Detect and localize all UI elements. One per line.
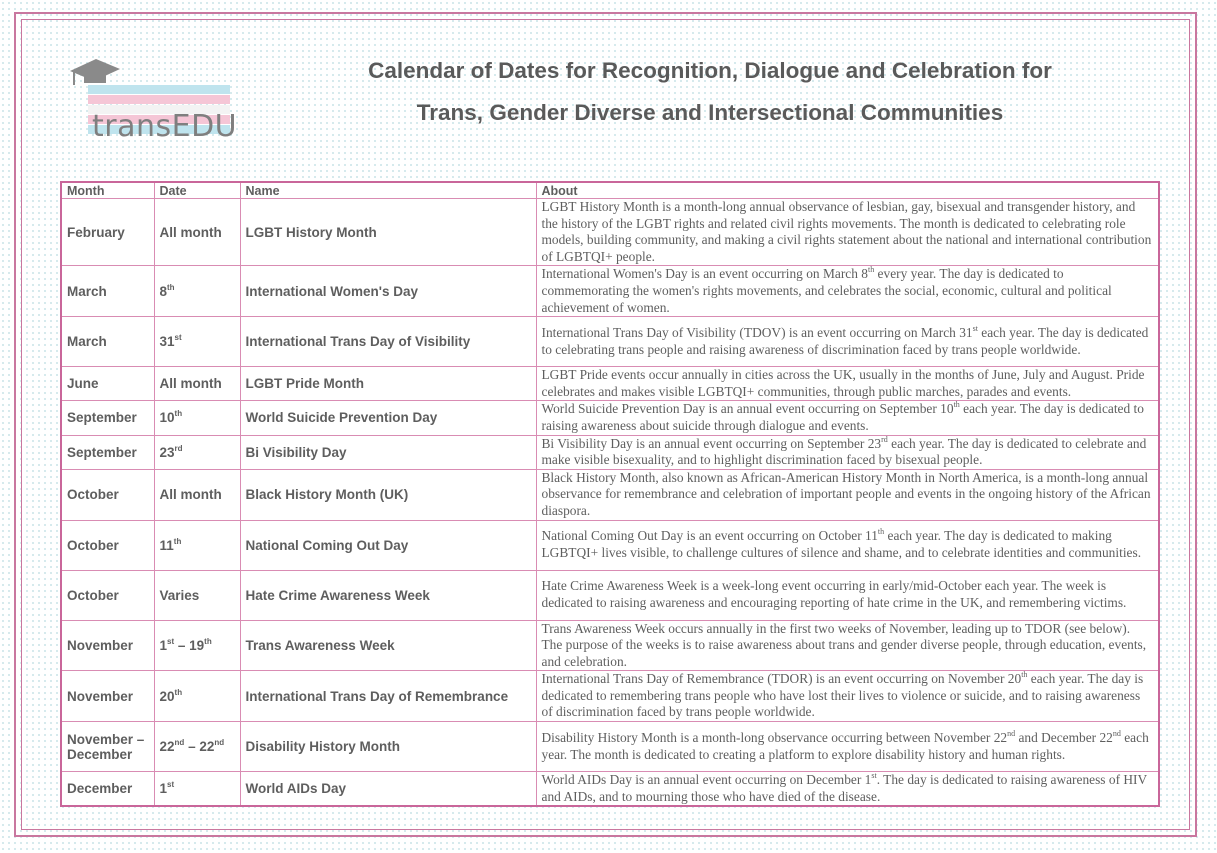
cell-date: Varies xyxy=(154,570,240,620)
cell-date: 1st – 19th xyxy=(154,620,240,671)
cell-about: LGBT Pride events occur annually in cities across the UK, usually in the months of June, July and August. Pride celebrates and makes visible LGBTQI+ communities, through public marches, parades and events. xyxy=(536,367,1159,401)
table-row xyxy=(61,435,1159,469)
cell-date: 31st xyxy=(154,317,240,367)
cell-date: All month xyxy=(154,367,240,401)
cell-month: February xyxy=(61,199,154,266)
page-title xyxy=(300,50,1120,134)
cell-name: Bi Visibility Day xyxy=(240,435,536,469)
table-row xyxy=(61,469,1159,520)
cell-month: June xyxy=(61,367,154,401)
table-row xyxy=(61,401,1159,435)
header-date: Date xyxy=(154,182,240,199)
cell-about: International Trans Day of Remembrance (TDOR) is an event occurring on November 20th each year. The day is dedicated to remembering trans people who have lost their lives to violence or suicide, and to raising awareness of discrimination faced by trans people worldwide. xyxy=(536,671,1159,722)
table-row xyxy=(61,722,1159,772)
header-name: Name xyxy=(240,182,536,199)
title-line-1: Calendar of Dates for Recognition, Dialogue and Celebration for xyxy=(368,58,1052,83)
cell-about: International Women's Day is an event occurring on March 8th every year. The day is dedicated to commemorating the women's rights movements, and celebrates the social, economic, cultural and political achievement of women. xyxy=(536,266,1159,317)
cell-about: Bi Visibility Day is an annual event occurring on September 23rd each year. The day is dedicated to celebrate and make visible bisexuality, and to highlight discrimination faced by bisexual people. xyxy=(536,435,1159,469)
table-row xyxy=(61,520,1159,570)
cell-date: 23rd xyxy=(154,435,240,469)
table-body xyxy=(61,199,1159,807)
cell-about: World AIDs Day is an annual event occurring on December 1st. The day is dedicated to raising awareness of HIV and AIDs, and to mourning those who have died of the disease. xyxy=(536,772,1159,807)
cell-about: Trans Awareness Week occurs annually in the first two weeks of November, leading up to TDOR (see below). The purpose of the weeks is to raise awareness about trans and gender diverse people, through education, events, and celebration. xyxy=(536,620,1159,671)
table-row xyxy=(61,570,1159,620)
table-row xyxy=(61,367,1159,401)
cell-month: October xyxy=(61,469,154,520)
cell-date: 22nd – 22nd xyxy=(154,722,240,772)
graduation-cap-icon xyxy=(70,59,120,85)
cell-name: LGBT Pride Month xyxy=(240,367,536,401)
cell-about: Black History Month, also known as African-American History Month in North America, is a month-long annual observance for remembrance and celebration of important people and events in the ongoing history of the African diaspora. xyxy=(536,469,1159,520)
title-line-2: Trans, Gender Diverse and Intersectional Communities xyxy=(416,100,1004,125)
cell-name: LGBT History Month xyxy=(240,199,536,266)
cell-date: All month xyxy=(154,199,240,266)
cell-date: 11th xyxy=(154,520,240,570)
cell-month: December xyxy=(61,772,154,807)
cell-month: September xyxy=(61,401,154,435)
cell-name: International Trans Day of Visibility xyxy=(240,317,536,367)
cell-date: 1st xyxy=(154,772,240,807)
cell-name: International Trans Day of Remembrance xyxy=(240,671,536,722)
cell-about: Disability History Month is a month-long observance occurring between November 22nd and December 22nd each year. The month is dedicated to creating a platform to explore disability history and human rights. xyxy=(536,722,1159,772)
cell-about: National Coming Out Day is an event occurring on October 11th each year. The day is dedicated to making LGBTQI+ lives visible, to challenge cultures of silence and shame, and to celebrate identities and communities. xyxy=(536,520,1159,570)
cell-month: November – December xyxy=(61,722,154,772)
transedu-logo xyxy=(66,55,236,150)
cell-month: October xyxy=(61,570,154,620)
cell-month: October xyxy=(61,520,154,570)
table-row xyxy=(61,266,1159,317)
cell-name: Black History Month (UK) xyxy=(240,469,536,520)
header-about: About xyxy=(536,182,1159,199)
cell-date: 8th xyxy=(154,266,240,317)
cell-name: Disability History Month xyxy=(240,722,536,772)
cell-name: World AIDs Day xyxy=(240,772,536,807)
header-month: Month xyxy=(61,182,154,199)
cell-name: World Suicide Prevention Day xyxy=(240,401,536,435)
table-row xyxy=(61,317,1159,367)
table-row xyxy=(61,671,1159,722)
cell-month: March xyxy=(61,317,154,367)
cell-month: March xyxy=(61,266,154,317)
cell-date: 10th xyxy=(154,401,240,435)
cell-month: November xyxy=(61,620,154,671)
table-row xyxy=(61,199,1159,266)
cell-name: Hate Crime Awareness Week xyxy=(240,570,536,620)
logo-text: transEDU xyxy=(92,109,238,144)
table-row xyxy=(61,772,1159,807)
cell-month: November xyxy=(61,671,154,722)
cell-about: LGBT History Month is a month-long annual observance of lesbian, gay, bisexual and transgender history, and the history of the LGBT rights and related civil rights movements. The month is dedicated to celebrating role models, building community, and making a civil rights statement about the national and international contribution of LGBTQI+ people. xyxy=(536,199,1159,266)
calendar-table xyxy=(60,181,1160,807)
cell-month: September xyxy=(61,435,154,469)
cell-date: 20th xyxy=(154,671,240,722)
cell-about: World Suicide Prevention Day is an annual event occurring on September 10th each year. The day is dedicated to raising awareness about suicide through dialogue and events. xyxy=(536,401,1159,435)
table-row xyxy=(61,620,1159,671)
table-header-row xyxy=(61,182,1159,199)
cell-date: All month xyxy=(154,469,240,520)
cell-name: National Coming Out Day xyxy=(240,520,536,570)
cell-about: International Trans Day of Visibility (TDOV) is an event occurring on March 31st each year. The day is dedicated to celebrating trans people and raising awareness of discrimination faced by trans people worldwide. xyxy=(536,317,1159,367)
cell-about: Hate Crime Awareness Week is a week-long event occurring in early/mid-October each year. The week is dedicated to raising awareness and encouraging reporting of hate crime in the UK, and remembering victims. xyxy=(536,570,1159,620)
cell-name: Trans Awareness Week xyxy=(240,620,536,671)
cell-name: International Women's Day xyxy=(240,266,536,317)
